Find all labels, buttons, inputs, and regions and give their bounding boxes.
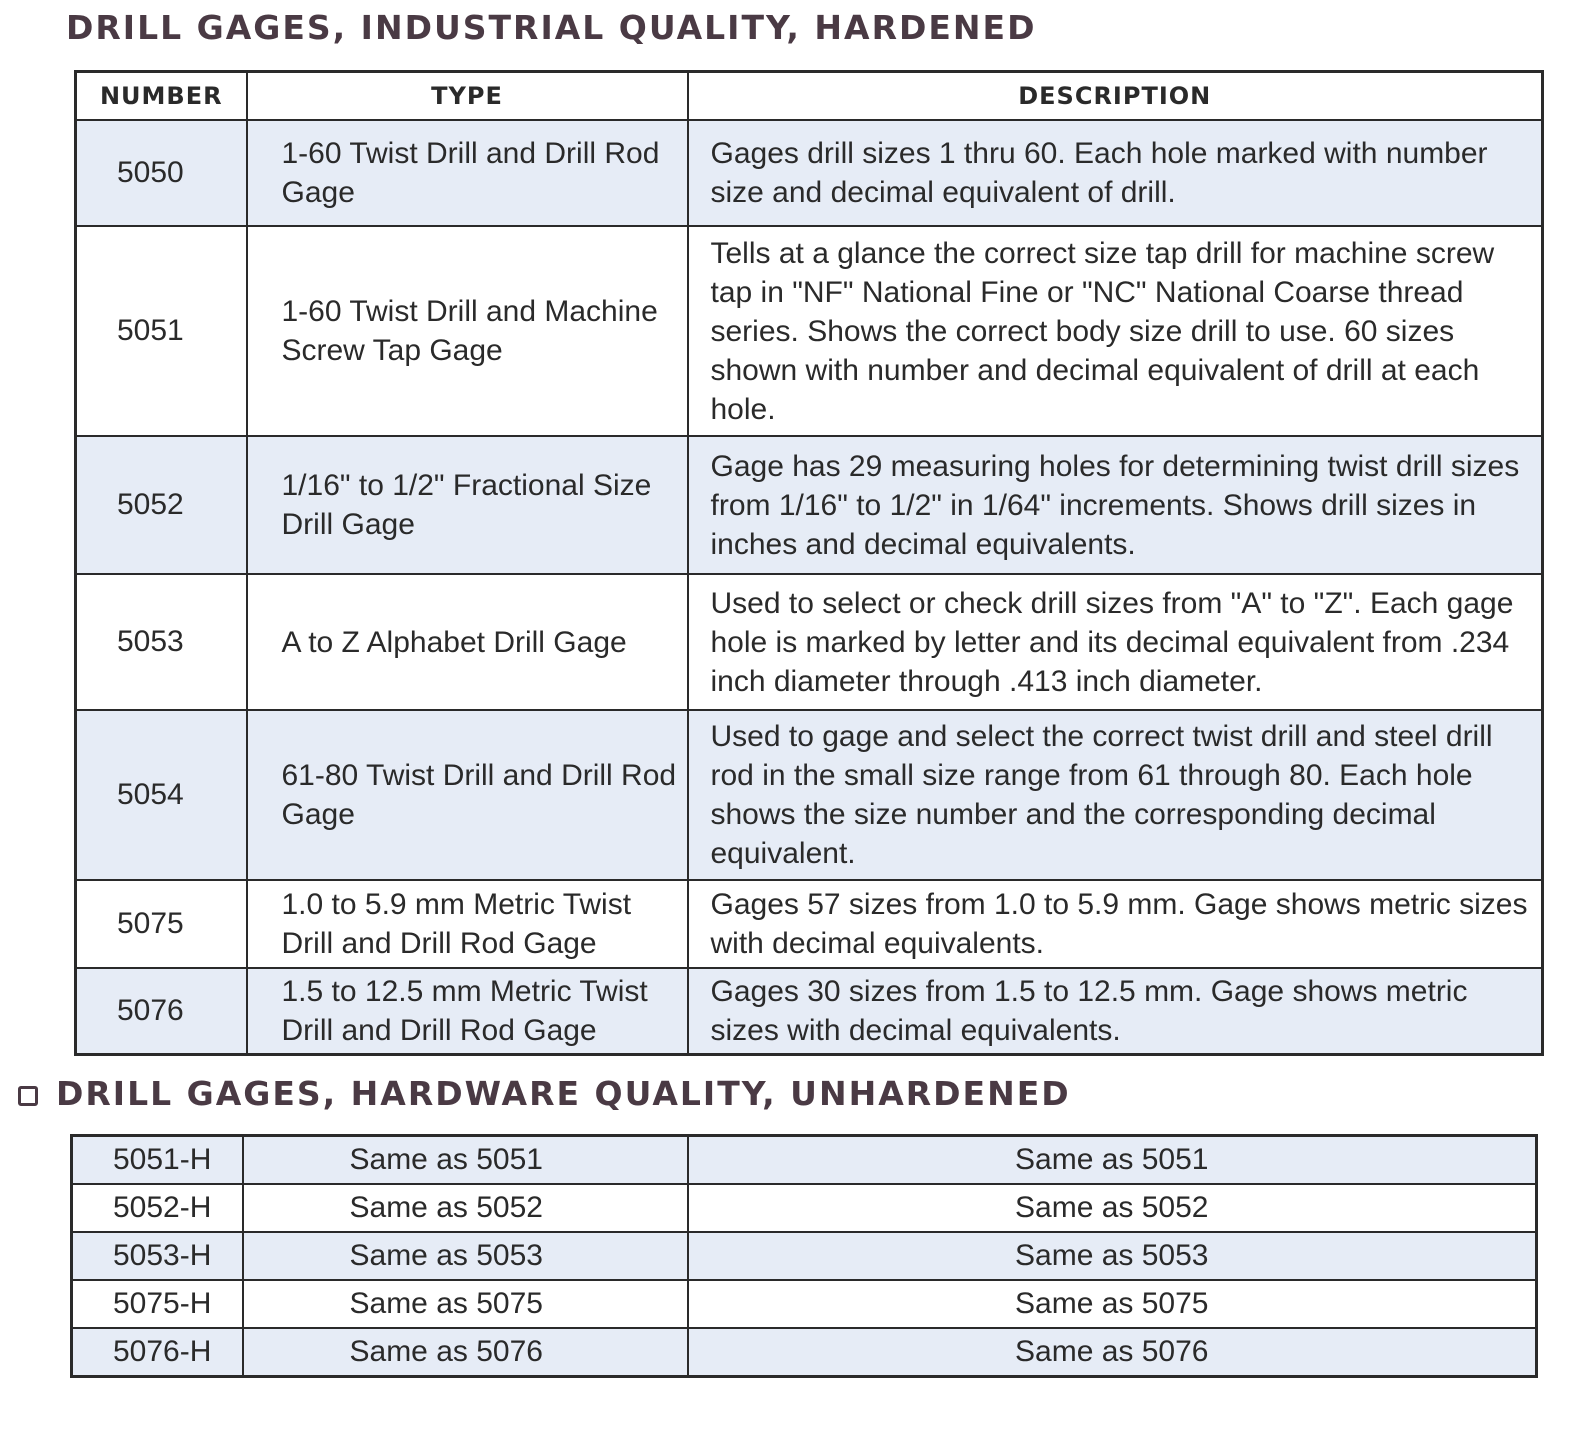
row-type: 1.5 to 12.5 mm Metric Twist Drill and Drill Rod Gage bbox=[247, 968, 688, 1054]
row-type: Same as 5051 bbox=[243, 1136, 688, 1185]
checkbox-icon bbox=[18, 1086, 38, 1106]
table-row bbox=[76, 436, 1543, 574]
row-type: Same as 5052 bbox=[243, 1184, 688, 1232]
row-type: Same as 5076 bbox=[243, 1328, 688, 1377]
row-number: 5051-H bbox=[72, 1136, 243, 1185]
row-number: 5076 bbox=[76, 968, 247, 1054]
table-row bbox=[72, 1280, 1537, 1328]
section-title-industrial: DRILL GAGES, INDUSTRIAL QUALITY, HARDENED bbox=[66, 8, 1037, 47]
row-description: Gages drill sizes 1 thru 60. Each hole marked with number size and decimal equivalent of drill. bbox=[688, 120, 1543, 226]
table-row bbox=[76, 710, 1543, 880]
row-type: A to Z Alphabet Drill Gage bbox=[247, 574, 688, 710]
table-row bbox=[76, 574, 1543, 710]
row-number: 5075 bbox=[76, 880, 247, 968]
row-type: Same as 5075 bbox=[243, 1280, 688, 1328]
row-number: 5076-H bbox=[72, 1328, 243, 1377]
row-description: Gage has 29 measuring holes for determining twist drill sizes from 1/16" to 1/2" in 1/64" increments. Shows drill sizes in inches and decimal equivalents. bbox=[688, 436, 1543, 574]
row-description: Same as 5051 bbox=[688, 1136, 1537, 1185]
row-number: 5052 bbox=[76, 436, 247, 574]
row-description: Same as 5075 bbox=[688, 1280, 1537, 1328]
row-description: Used to select or check drill sizes from "A" to "Z". Each gage hole is marked by letter and its decimal equivalent from .234 inch diameter through .413 inch diameter. bbox=[688, 574, 1543, 710]
row-description: Tells at a glance the correct size tap drill for machine screw tap in "NF" National Fine or "NC" National Coarse thread series. Shows the correct body size drill to use. 60 sizes shown with number and decimal equivalent of drill at each hole. bbox=[688, 226, 1543, 436]
table-row bbox=[76, 120, 1543, 226]
row-type: Same as 5053 bbox=[243, 1232, 688, 1280]
row-type: 1-60 Twist Drill and Machine Screw Tap Gage bbox=[247, 226, 688, 436]
row-description: Used to gage and select the correct twist drill and steel drill rod in the small size range from 61 through 80. Each hole shows the size number and the corresponding decimal equivalent. bbox=[688, 710, 1543, 880]
table-row bbox=[72, 1136, 1537, 1185]
header-type: TYPE bbox=[247, 72, 688, 121]
row-description: Gages 30 sizes from 1.5 to 12.5 mm. Gage shows metric sizes with decimal equivalents. bbox=[688, 968, 1543, 1054]
section-title-hardware-text: DRILL GAGES, HARDWARE QUALITY, UNHARDENED bbox=[56, 1074, 1071, 1113]
section-title-hardware bbox=[18, 1074, 1071, 1113]
table-row bbox=[76, 880, 1543, 968]
table-header-row bbox=[76, 72, 1543, 121]
row-number: 5075-H bbox=[72, 1280, 243, 1328]
table-row bbox=[72, 1328, 1537, 1377]
table-row bbox=[72, 1232, 1537, 1280]
row-type: 1/16" to 1/2" Fractional Size Drill Gage bbox=[247, 436, 688, 574]
row-number: 5053 bbox=[76, 574, 247, 710]
row-number: 5054 bbox=[76, 710, 247, 880]
row-number: 5050 bbox=[76, 120, 247, 226]
row-description: Same as 5052 bbox=[688, 1184, 1537, 1232]
row-description: Same as 5053 bbox=[688, 1232, 1537, 1280]
row-type: 1-60 Twist Drill and Drill Rod Gage bbox=[247, 120, 688, 226]
table-row bbox=[72, 1184, 1537, 1232]
row-type: 1.0 to 5.9 mm Metric Twist Drill and Drill Rod Gage bbox=[247, 880, 688, 968]
row-number: 5052-H bbox=[72, 1184, 243, 1232]
table-row bbox=[76, 968, 1543, 1054]
row-type: 61-80 Twist Drill and Drill Rod Gage bbox=[247, 710, 688, 880]
row-description: Same as 5076 bbox=[688, 1328, 1537, 1377]
table-row bbox=[76, 226, 1543, 436]
header-number: NUMBER bbox=[76, 72, 247, 121]
row-number: 5051 bbox=[76, 226, 247, 436]
header-description: DESCRIPTION bbox=[688, 72, 1543, 121]
row-number: 5053-H bbox=[72, 1232, 243, 1280]
row-description: Gages 57 sizes from 1.0 to 5.9 mm. Gage shows metric sizes with decimal equivalents. bbox=[688, 880, 1543, 968]
industrial-gages-table bbox=[74, 70, 1544, 1056]
hardware-gages-table bbox=[70, 1134, 1538, 1378]
